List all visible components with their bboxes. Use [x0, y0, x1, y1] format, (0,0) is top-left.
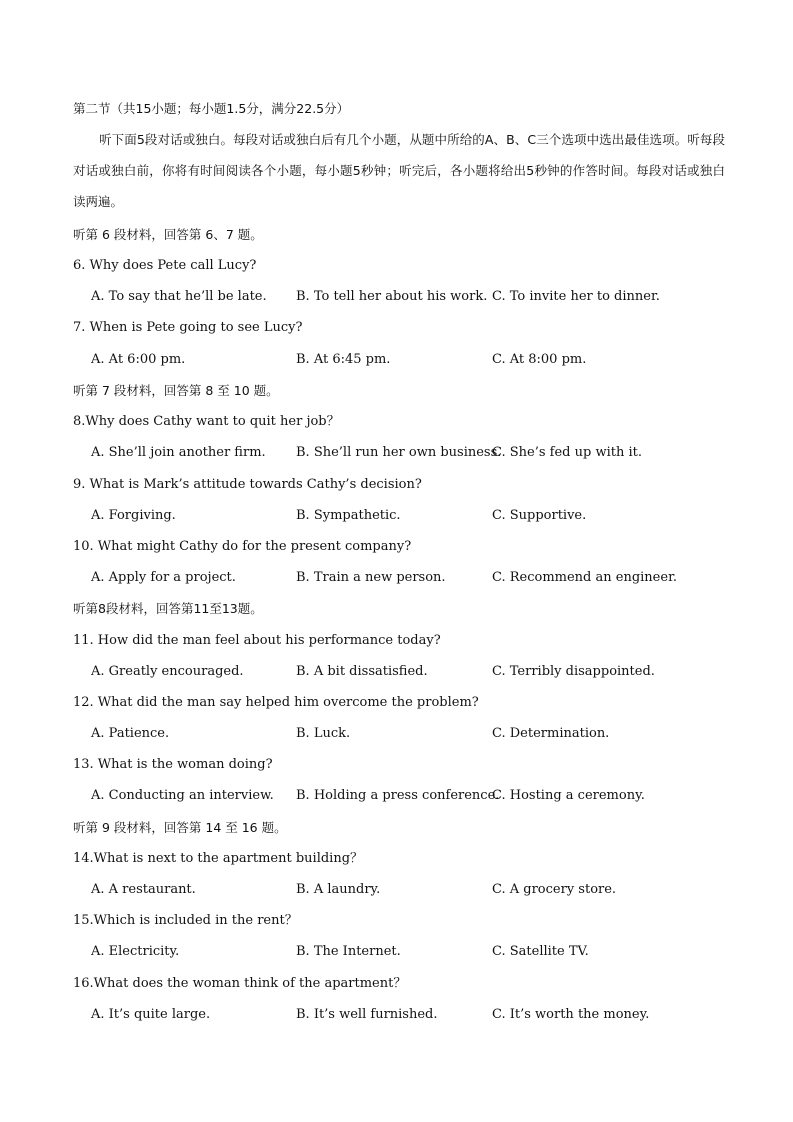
question-text: 15.Which is included in the rent？	[73, 913, 298, 928]
option-b: B. At 6:45 pm.	[296, 352, 391, 367]
option-a: A. Conducting an interview.	[91, 788, 274, 803]
option-a: A. Apply for a project.	[91, 570, 236, 585]
option-a: A. It’s quite large.	[91, 1007, 211, 1022]
option-a: A. At 6:00 pm.	[91, 352, 186, 367]
option-b: B. The Internet.	[296, 944, 401, 959]
option-b: B. Sympathetic.	[296, 508, 401, 523]
question-text: 13. What is the woman doing?	[73, 757, 273, 772]
question-text: 9. What is Mark’s attitude towards Cathy’s decision?	[73, 477, 422, 492]
option-c: C. She’s fed up with it.	[492, 445, 642, 460]
option-c: C. Terribly disappointed.	[492, 664, 655, 679]
option-c: C. Determination.	[492, 726, 610, 741]
option-b: B. To tell her about his work.	[296, 289, 488, 304]
option-a: A. Patience.	[91, 726, 170, 741]
instructions-text: 听下面5段对话或独白。每段对话或独白后有几个小题，从题中所给的A、B、C三个选项中选出最佳选项。听每段对话或独白前，你将有时间阅读各个小题，每小题5秒钟；听完后，各小题将给出5秒钟的作答时间。每段对话或独白读两遍。	[73, 132, 725, 209]
option-c: C. Hosting a ceremony.	[492, 788, 645, 803]
group-heading: 听第 7 段材料，回答第 8 至 10 题。	[73, 383, 279, 398]
option-c: C. At 8:00 pm.	[492, 352, 587, 367]
question-text: 8.Why does Cathy want to quit her job？	[73, 414, 340, 429]
instructions-paragraph	[73, 124, 725, 217]
option-a: A. She’ll join another firm.	[91, 445, 266, 460]
option-a: A. To say that he’ll be late.	[91, 289, 267, 304]
option-a: A. Greatly encouraged.	[91, 664, 244, 679]
option-b: B. A bit dissatisfied.	[296, 664, 428, 679]
option-c: C. Satellite TV.	[492, 944, 589, 959]
option-b: B. Luck.	[296, 726, 351, 741]
question-text: 12. What did the man say helped him overcome the problem?	[73, 695, 479, 710]
option-b: B. It’s well furnished.	[296, 1007, 438, 1022]
option-c: C. It’s worth the money.	[492, 1007, 650, 1022]
question-text: 14.What is next to the apartment building？	[73, 851, 364, 866]
option-c: C. A grocery store.	[492, 882, 617, 897]
question-text: 7. When is Pete going to see Lucy?	[73, 320, 303, 335]
group-heading: 听第8段材料，回答第11至13题。	[73, 601, 263, 616]
question-text: 6. Why does Pete call Lucy?	[73, 258, 257, 273]
option-b: B. Holding a press conference.	[296, 788, 500, 803]
option-a: A. Electricity.	[91, 944, 180, 959]
section-header: 第二节（共15小题；每小题1.5分，满分22.5分）	[73, 101, 350, 116]
question-text: 16.What does the woman think of the apartment？	[73, 976, 407, 991]
option-a: A. Forgiving.	[91, 508, 176, 523]
question-text: 11. How did the man feel about his performance today?	[73, 633, 441, 648]
option-b: B. A laundry.	[296, 882, 381, 897]
option-c: C. To invite her to dinner.	[492, 289, 660, 304]
group-heading: 听第 9 段材料，回答第 14 至 16 题。	[73, 820, 287, 835]
option-b: B. Train a new person.	[296, 570, 446, 585]
option-b: B. She’ll run her own business.	[296, 445, 502, 460]
option-a: A. A restaurant.	[91, 882, 196, 897]
option-c: C. Recommend an engineer.	[492, 570, 677, 585]
option-c: C. Supportive.	[492, 508, 587, 523]
group-heading: 听第 6 段材料，回答第 6、7 题。	[73, 227, 263, 242]
question-text: 10. What might Cathy do for the present company?	[73, 539, 412, 554]
